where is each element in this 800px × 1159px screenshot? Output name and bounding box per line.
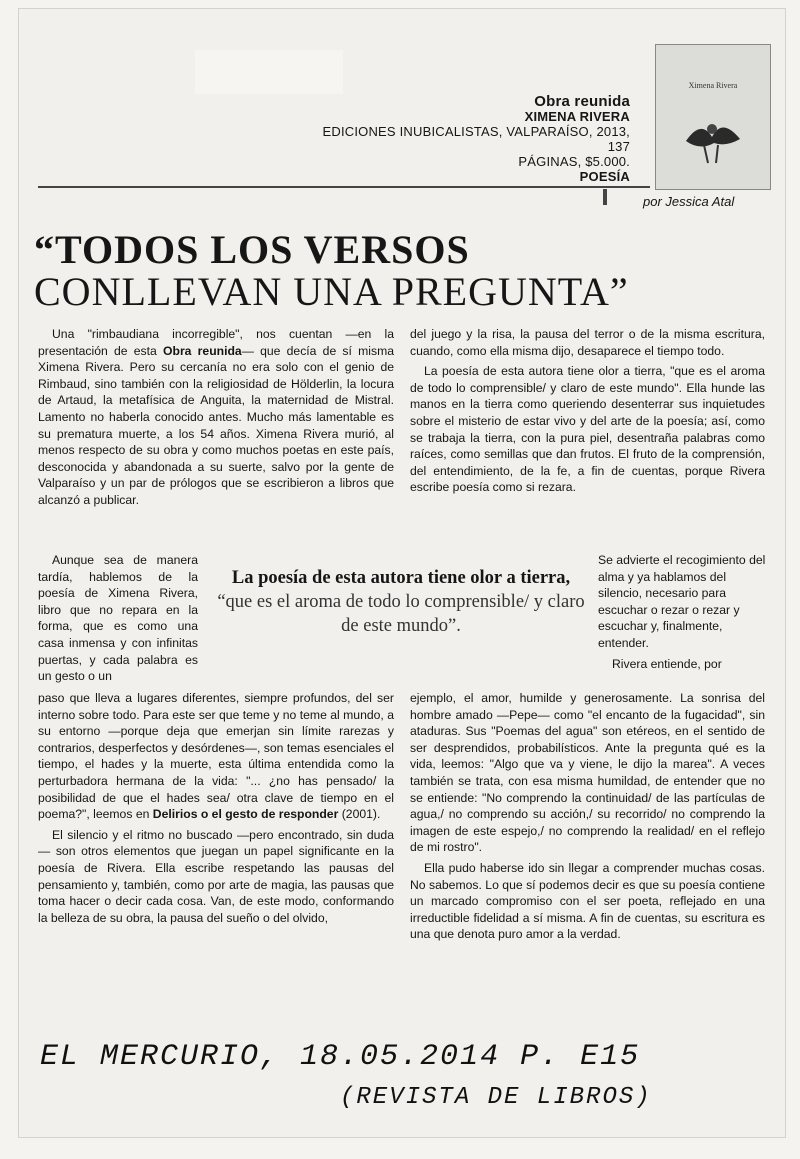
book-author: XIMENA RIVERA [524, 109, 630, 124]
book-metadata [300, 94, 630, 184]
right-paragraph-3: Se advierte el recogimiento del alma y ya hablamos del silencio, necesario para escuchar o rezar o rezar y escuchar y, finalmente, entender. [598, 553, 766, 650]
pull-quote-text: “que es el aroma de todo lo comprensible/ y claro de este mundo”. [217, 592, 585, 636]
book-title: Obra reunida [534, 93, 630, 110]
cover-title: Ximena Rivera [688, 81, 738, 90]
left-paragraph-2-continued: paso que lleva a lugares diferentes, siempre profundos, del ser interno sobre todo. Para este ser que teme y no teme al mundo, a su entorno —porque deja que emerjan sin límite rarezas y contrarios, desperfectos y desórdenes—, son temas esenciales el tiempo, el hades y la muerte, esta última entendida como la perturbadora hermana de la vida: "... ¿no has pensado/ la posibilidad de que el hades sea/ otra clave de tiempo en el poema?", leemos en Delirios o el gesto de responder (2001). [38, 691, 394, 822]
book-genre: POESÍA [579, 169, 630, 184]
byline: por Jessica Atal [643, 194, 735, 209]
right-paragraph-2: La poesía de esta autora tiene olor a tierra, "que es el aroma de todo lo comprensible/ y claro de este mundo". Ella hunde las manos en la tierra como queriendo desenterrar sus inquietudes sobre el misterio de estar vivo y del arte de la poesía; así, como se trabaja la tierra, con la pura piel, desentraña palabras como raíces, como semillas que dan frutos. El fruto de la comprensión, del entendimiento, de la fe, a fin de cuentas, porque Rivera escribe poesía como si rezara. [410, 364, 765, 495]
right-paragraph-4-start: Rivera entiende, por [612, 656, 722, 671]
cover-illustration [656, 89, 770, 189]
right-column-bottom [410, 690, 765, 947]
book-pages-price: PÁGINAS, $5.000. [518, 154, 630, 169]
left-column-top [38, 326, 394, 513]
book-cover [655, 44, 771, 190]
right-paragraph-5: Ella pudo haberse ido sin llegar a comprender muchas cosas. No sabemos. Lo que sí podemos decir es que su poesía contiene un marcado compromiso con el ser poeta, reflejado en una irreductible fidelidad a sí misma. A fin de cuentas, su escritura es una que denota puro amor a la verdad. [410, 860, 765, 942]
book-title-inline: Obra reunida [163, 343, 242, 358]
header-rule [38, 186, 650, 188]
right-paragraph-4: ejemplo, el amor, humilde y generosamente. La sonrisa del hombre amado —Pepe— como "el encanto de la fugacidad", sin ataduras. Sus "Poemas del agua" son etéreos, en el sentido de ser desprendidos, probabilísticos. Ante la pregunta qué es la vida, leemos: "Algo que va y viene, le dijo la marea". A veces también se trata, con esa misma humildad, de entender que no se entiende: "No comprendo la continuidad/ de las partículas de agua,/ no comprendo su acción,/ su recorrido/ no comprendo la imagen de este espejo,/ no comprendo la realidad/ en el reflejo de mi rostro". [410, 691, 765, 855]
right-paragraph-1: del juego y la risa, la pausa del terror o de la misma escritura, cuando, como ella misma dijo, desaparece el tiempo todo. [410, 327, 765, 358]
handwritten-source: EL MERCURIO, 18.05.2014 P. E15 [40, 1040, 641, 1074]
blank-patch [195, 50, 343, 94]
headline-line-1: “TODOS LOS VERSOS [34, 227, 470, 272]
pull-quote-lead: La poesía de esta autora tiene olor a tierra, [231, 568, 571, 588]
left-paragraph-2-wrapped: Aunque sea de manera tardía, hablemos de la poesía de Ximena Rivera, libro que no repara en la forma, que es como una casa inmensa y con infinitas puertas, y cada palabra es un gesto o un [38, 553, 198, 684]
headline-line-2: CONLLEVAN UNA PREGUNTA” [34, 269, 629, 314]
right-column-top [410, 326, 765, 500]
left-column-wrap [38, 552, 198, 689]
handwritten-section: (REVISTA DE LIBROS) [340, 1084, 652, 1111]
cited-book-title: Delirios o el gesto de responder [152, 807, 339, 822]
left-paragraph-3: El silencio y el ritmo no buscado —pero encontrado, sin duda— son otros elementos que juegan un papel significante en la poesía de Rivera. Ella escribe respetando las pausas del pensamiento y, también, como por arte de magia, las pausas que toma hacer o decir cada cosa. Van, de este modo, conformando la belleza de su obra, la pausa del sueño o del olvido, [38, 827, 394, 925]
byline-marker [603, 189, 607, 205]
left-column-bottom [38, 690, 394, 930]
pull-quote [215, 566, 587, 638]
right-column-wrap [598, 552, 766, 676]
left-paragraph-1: Una "rimbaudiana incorregible", nos cuentan —en la presentación de esta Obra reunida— que decía de sí misma Ximena Rivera. Pero su cercanía no era solo con el genio de Rimbaud, sino también con la religiosidad de Hölderlin, la locura de Artaud, la metafísica de Anguita, la maternidad de Mistral. Lamento no haberla conocido antes. Mucho más lamentable es su prematura muerte, a los 54 años. Ximena Rivera murió, al menos respecto de su obra y como muchos poetas en este país, desconocida y abandonada a su suerte, salvo por la gente de Valparaíso y un par de prólogos que se escribieron a libros que alcanzó a publicar. [38, 327, 395, 507]
book-publisher: EDICIONES INUBICALISTAS, VALPARAÍSO, 2013, 137 [322, 124, 630, 154]
